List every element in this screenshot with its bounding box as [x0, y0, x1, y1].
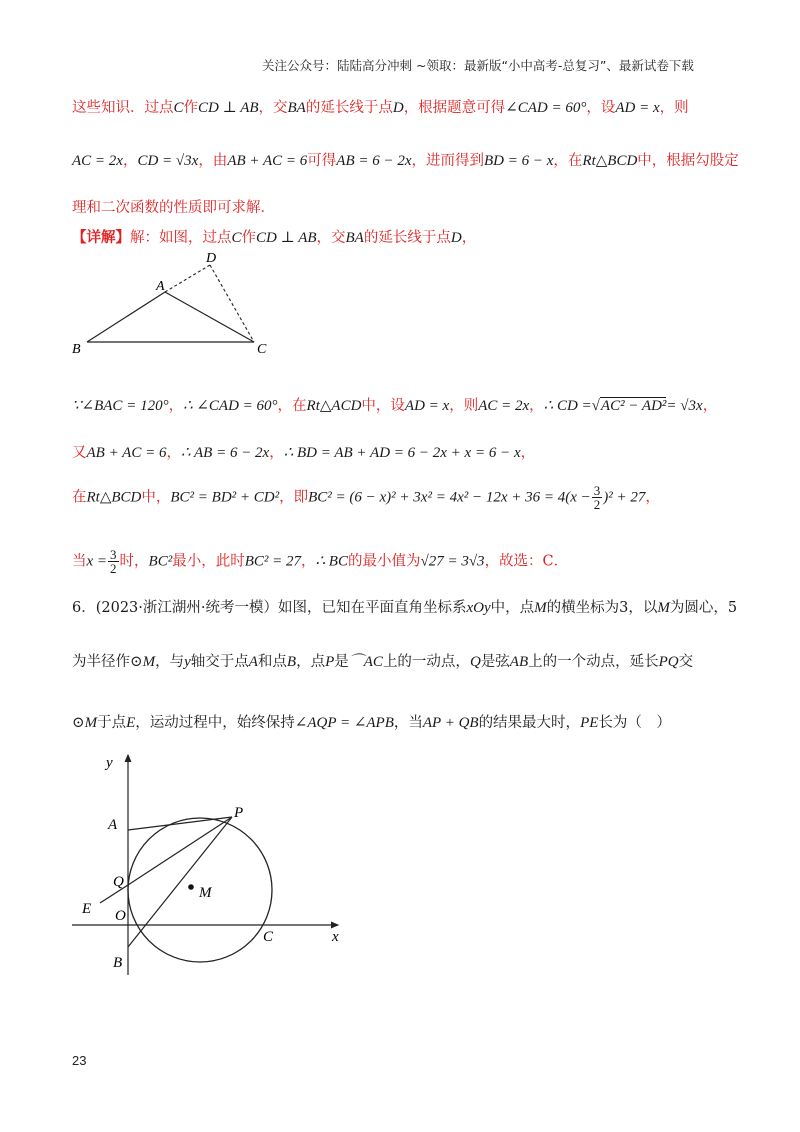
text: 上的一动点， [382, 654, 470, 670]
page-header: 关注公众号：陆陆高分冲刺 ~领取：最新版“小中高考-总复习”、最新试卷下载 [262, 58, 694, 73]
text: ，运动过程中，始终保持 [135, 715, 295, 731]
label-b: B [113, 955, 123, 971]
math: Rt△BCD [86, 489, 142, 506]
text: 上的一个动点，延长 [528, 654, 659, 670]
label-x: x [332, 929, 339, 945]
math: BC² = (6 − x)² + 3x² = 4x² − 12x + 36 = 4 [308, 489, 566, 506]
label-a: A [156, 279, 165, 294]
text: ， [269, 445, 284, 461]
math: P [325, 654, 335, 670]
math: (x − [565, 489, 591, 506]
math: CD = √3x [137, 153, 199, 169]
text: ，则 [659, 100, 689, 116]
text: 6．(2023·浙江湖州·统考一模）如图，已知在平面直角坐标系 [72, 600, 467, 616]
math: C [231, 230, 242, 246]
math: ∴ CD = [543, 398, 592, 414]
step-line-2 [72, 441, 535, 462]
text: 可得 [307, 153, 337, 169]
numerator: 3 [593, 483, 601, 498]
label-b: B [72, 342, 81, 357]
text: 为圆心，5 [669, 600, 738, 616]
math: BC² = BD² + CD² [170, 489, 280, 506]
text: ，在 [553, 153, 583, 169]
label-c: C [257, 342, 267, 357]
text: ，交 [316, 230, 346, 246]
analysis-line-1 [72, 96, 689, 117]
math: Rt△BCD [582, 153, 638, 169]
segment-dc-dashed [210, 265, 254, 342]
math: ⊙M [72, 715, 98, 731]
math: PQ [658, 654, 679, 670]
text: 中，点 [490, 600, 535, 616]
text: 的结果最大时， [478, 715, 581, 731]
text: ，即 [279, 489, 309, 506]
text: ，进而得到 [411, 153, 485, 169]
math: AD = x [615, 100, 660, 116]
label-m: M [199, 885, 212, 901]
math: BA [345, 230, 364, 246]
text: 最小，此时 [172, 553, 245, 570]
text: 是 [334, 654, 349, 670]
math: ∠AQP = ∠APB [294, 715, 394, 731]
math: AB [509, 654, 529, 670]
math-radicand: AC² − AD² [600, 398, 667, 414]
text: ，由 [198, 153, 228, 169]
math: x = [86, 553, 108, 570]
text: ，点 [296, 654, 326, 670]
text: 当 [72, 553, 87, 570]
text: ，与 [155, 654, 185, 670]
math: AB + AC = 6 [86, 445, 167, 461]
math: ∴ BD = AB + AD = 6 − 2x + x = 6 − x [283, 445, 521, 461]
label-c: C [263, 929, 274, 945]
math: CD ⊥ AB [198, 100, 259, 116]
fraction [108, 548, 119, 575]
circle-coordinate-figure [60, 745, 360, 985]
fraction [592, 484, 603, 511]
math: B [286, 654, 297, 670]
segment-qp [128, 817, 232, 885]
text: 时， [119, 553, 149, 570]
problem-line-3 [72, 711, 671, 732]
text: 的最小值为 [347, 553, 421, 570]
text: 轴交于点 [190, 654, 249, 670]
segment-ap [128, 817, 232, 830]
math: A [248, 654, 258, 670]
step-line-3 [72, 484, 660, 511]
text: 中， [141, 489, 171, 506]
text: 在 [72, 489, 87, 506]
math: AB + AC = 6 [227, 153, 308, 169]
text: ，根据题意可得 [403, 100, 506, 116]
math: M [534, 600, 547, 616]
math: ⊙M [130, 654, 156, 670]
detail-label: 【详解】 [72, 229, 130, 246]
segment-bp [128, 817, 232, 947]
label-e: E [82, 901, 92, 917]
math: ∴ AB = 6 − 2x [180, 445, 270, 461]
text: 为半径作 [72, 654, 130, 670]
analysis-line-2 [72, 149, 739, 170]
text: 作 [183, 100, 199, 116]
math: √27 = 3√3 [420, 553, 485, 570]
math: C [173, 100, 184, 116]
math: PE [580, 715, 599, 731]
math: BC² [148, 553, 173, 570]
text: ， [461, 230, 477, 246]
triangle-figure [60, 245, 290, 360]
math: E [126, 715, 136, 731]
math: y [184, 654, 191, 670]
math: AB = 6 − 2x [336, 153, 412, 169]
text: 长为（ ） [598, 715, 671, 731]
math: D [450, 230, 462, 246]
math: ∴ ∠CAD = 60° [183, 398, 278, 414]
text: 中，设 [361, 398, 405, 414]
math: BD = 6 − x [484, 153, 554, 169]
math: = √3x [666, 398, 703, 414]
math: BC² = 27 [244, 553, 301, 570]
math: AC = 2x [478, 398, 530, 414]
problem-line-2 [72, 650, 693, 671]
label-y: y [106, 755, 113, 771]
numerator: 3 [110, 547, 117, 562]
math: xOy [466, 600, 491, 616]
label-a: A [108, 817, 118, 833]
math: AP + QB [422, 715, 479, 731]
math: Rt△ACD [306, 398, 362, 414]
segment-ac [165, 292, 254, 342]
step-line-1: ∵∠BAC = 120°，∴ ∠CAD = 60°，在Rt△ACD中，设AD = x，则AC = 2x，∴ CD =√AC² − AD²= √3x， [72, 398, 718, 414]
text: ，故选：C． [484, 553, 569, 570]
denominator: 2 [593, 497, 601, 512]
text: 是弦 [480, 654, 510, 670]
text: 的横坐标为3，以 [546, 600, 658, 616]
text: 解：如图，过点 [130, 230, 232, 246]
center-point [188, 884, 194, 890]
detail-line-1 [72, 226, 476, 247]
text: 作 [241, 230, 257, 246]
math: CD ⊥ AB [256, 230, 317, 246]
analysis-line-3: 理和二次函数的性质即可求解． [72, 200, 275, 216]
problem-line-1 [72, 596, 737, 617]
text: 和点 [257, 654, 287, 670]
page-number: 23 [72, 1053, 87, 1068]
math: M [657, 600, 670, 616]
text: ，设 [586, 100, 616, 116]
text: ， [645, 489, 660, 506]
step-line-4 [72, 548, 568, 575]
text: ，交 [258, 100, 288, 116]
text: 又 [72, 445, 87, 461]
text: ， [122, 153, 138, 169]
segment-ad-dashed [165, 265, 210, 292]
math: BA [287, 100, 306, 116]
math: ∵∠BAC = 120° [72, 398, 169, 414]
text: ， [166, 445, 181, 461]
text: ，则 [449, 398, 479, 414]
label-p: P [234, 805, 244, 821]
text: 于点 [97, 715, 127, 731]
text: 这些知识．过点 [72, 100, 174, 116]
label-d: D [206, 251, 217, 266]
text: 的延长线于点 [363, 230, 451, 246]
text: 的延长线于点 [305, 100, 393, 116]
math: Q [469, 654, 481, 670]
text: ， [168, 398, 184, 414]
text: ， [520, 445, 536, 461]
math: AC = 2x [72, 153, 123, 169]
text: ， [301, 553, 316, 570]
label-o: O [115, 908, 126, 924]
math: ⌒AC [348, 654, 383, 670]
text: ，在 [277, 398, 307, 414]
math: )² + 27 [603, 489, 646, 506]
math: AD = x [404, 398, 450, 414]
math: ∴ BC [315, 553, 348, 570]
segment-ba [87, 292, 165, 342]
math: ∠CAD = 60° [505, 100, 587, 116]
text: ， [529, 398, 544, 414]
text: 交 [678, 654, 694, 670]
denominator: 2 [110, 561, 117, 576]
text: ，当 [393, 715, 423, 731]
text: ， [702, 398, 718, 414]
label-q: Q [113, 874, 124, 890]
math: D [392, 100, 404, 116]
text: 中，根据勾股定 [637, 153, 739, 169]
